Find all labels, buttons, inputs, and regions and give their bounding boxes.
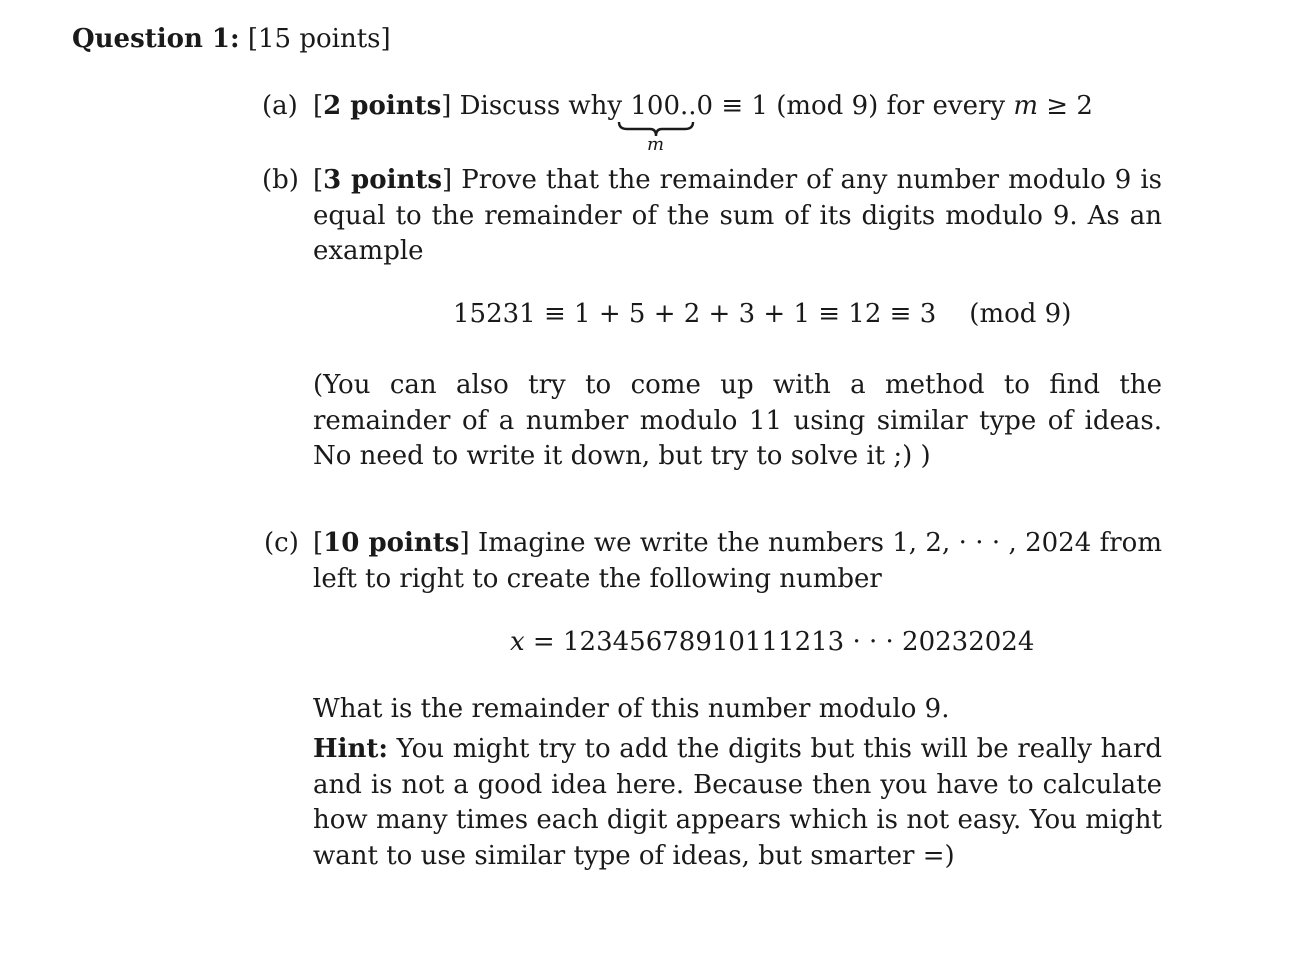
part-c-question: What is the remainder of this number modulo 9.	[313, 694, 950, 724]
part-b-points-open: [	[313, 165, 324, 195]
part-b-note: (You can also try to come up with a method to find the remainder of a number modulo 11 using similar type of ideas. No need to write it down, but try to solve it ;) )	[313, 370, 1162, 471]
part-a-number: 100..0	[630, 91, 714, 121]
part-b-text	[313, 163, 1162, 270]
part-a-prompt: Discuss why	[451, 91, 631, 121]
question-title-label: Question 1:	[72, 24, 240, 54]
hint-label: Hint:	[313, 734, 388, 764]
part-c-hint	[313, 732, 1162, 874]
part-c-text	[313, 526, 1162, 597]
part-a-label: (a)	[262, 91, 298, 121]
hint-text: You might try to add the digits but this will be really hard and is not a good idea here. Because then you have to calculate how many times each digit appears which is not easy. You might want to use similar type of ideas, but smarter =)	[313, 734, 1162, 871]
part-b-prompt: Prove that the remainder of any number modulo 9 is equal to the remainder of the sum of its digits modulo 9. As an example	[313, 165, 1162, 266]
question-title-points: [15 points]	[247, 24, 391, 54]
part-c-var-x: x	[510, 627, 525, 657]
part-a-points-open: [	[313, 91, 324, 121]
part-a-var-m: m	[1013, 91, 1038, 121]
part-c-points-close: ]	[459, 528, 470, 558]
part-c-label: (c)	[264, 528, 299, 558]
part-b-points-close: ]	[442, 165, 453, 195]
part-b-equation: 15231 ≡ 1 + 5 + 2 + 3 + 1 ≡ 12 ≡ 3 (mod 9)	[453, 299, 1072, 329]
part-c-number: = 12345678910111213 · · · 20232024	[524, 627, 1035, 657]
part-a-points-close: ]	[441, 91, 452, 121]
part-a-congruence: ≡ 1 (mod 9) for every	[713, 91, 1014, 121]
part-b-label: (b)	[262, 165, 299, 195]
part-c-points: 10 points	[323, 528, 460, 558]
part-a-points: 2 points	[323, 91, 442, 121]
part-c-equation	[510, 627, 1034, 657]
part-a-condition: ≥ 2	[1038, 91, 1093, 121]
part-a-text	[313, 89, 1093, 124]
part-c-points-open: [	[313, 528, 324, 558]
underbrace-label: m	[647, 134, 665, 155]
part-b-points: 3 points	[323, 165, 443, 195]
part-c-prompt: Imagine we write the numbers 1, 2, · · · , 2024 from left to right to create the following number	[313, 528, 1162, 594]
question-title	[72, 24, 391, 54]
